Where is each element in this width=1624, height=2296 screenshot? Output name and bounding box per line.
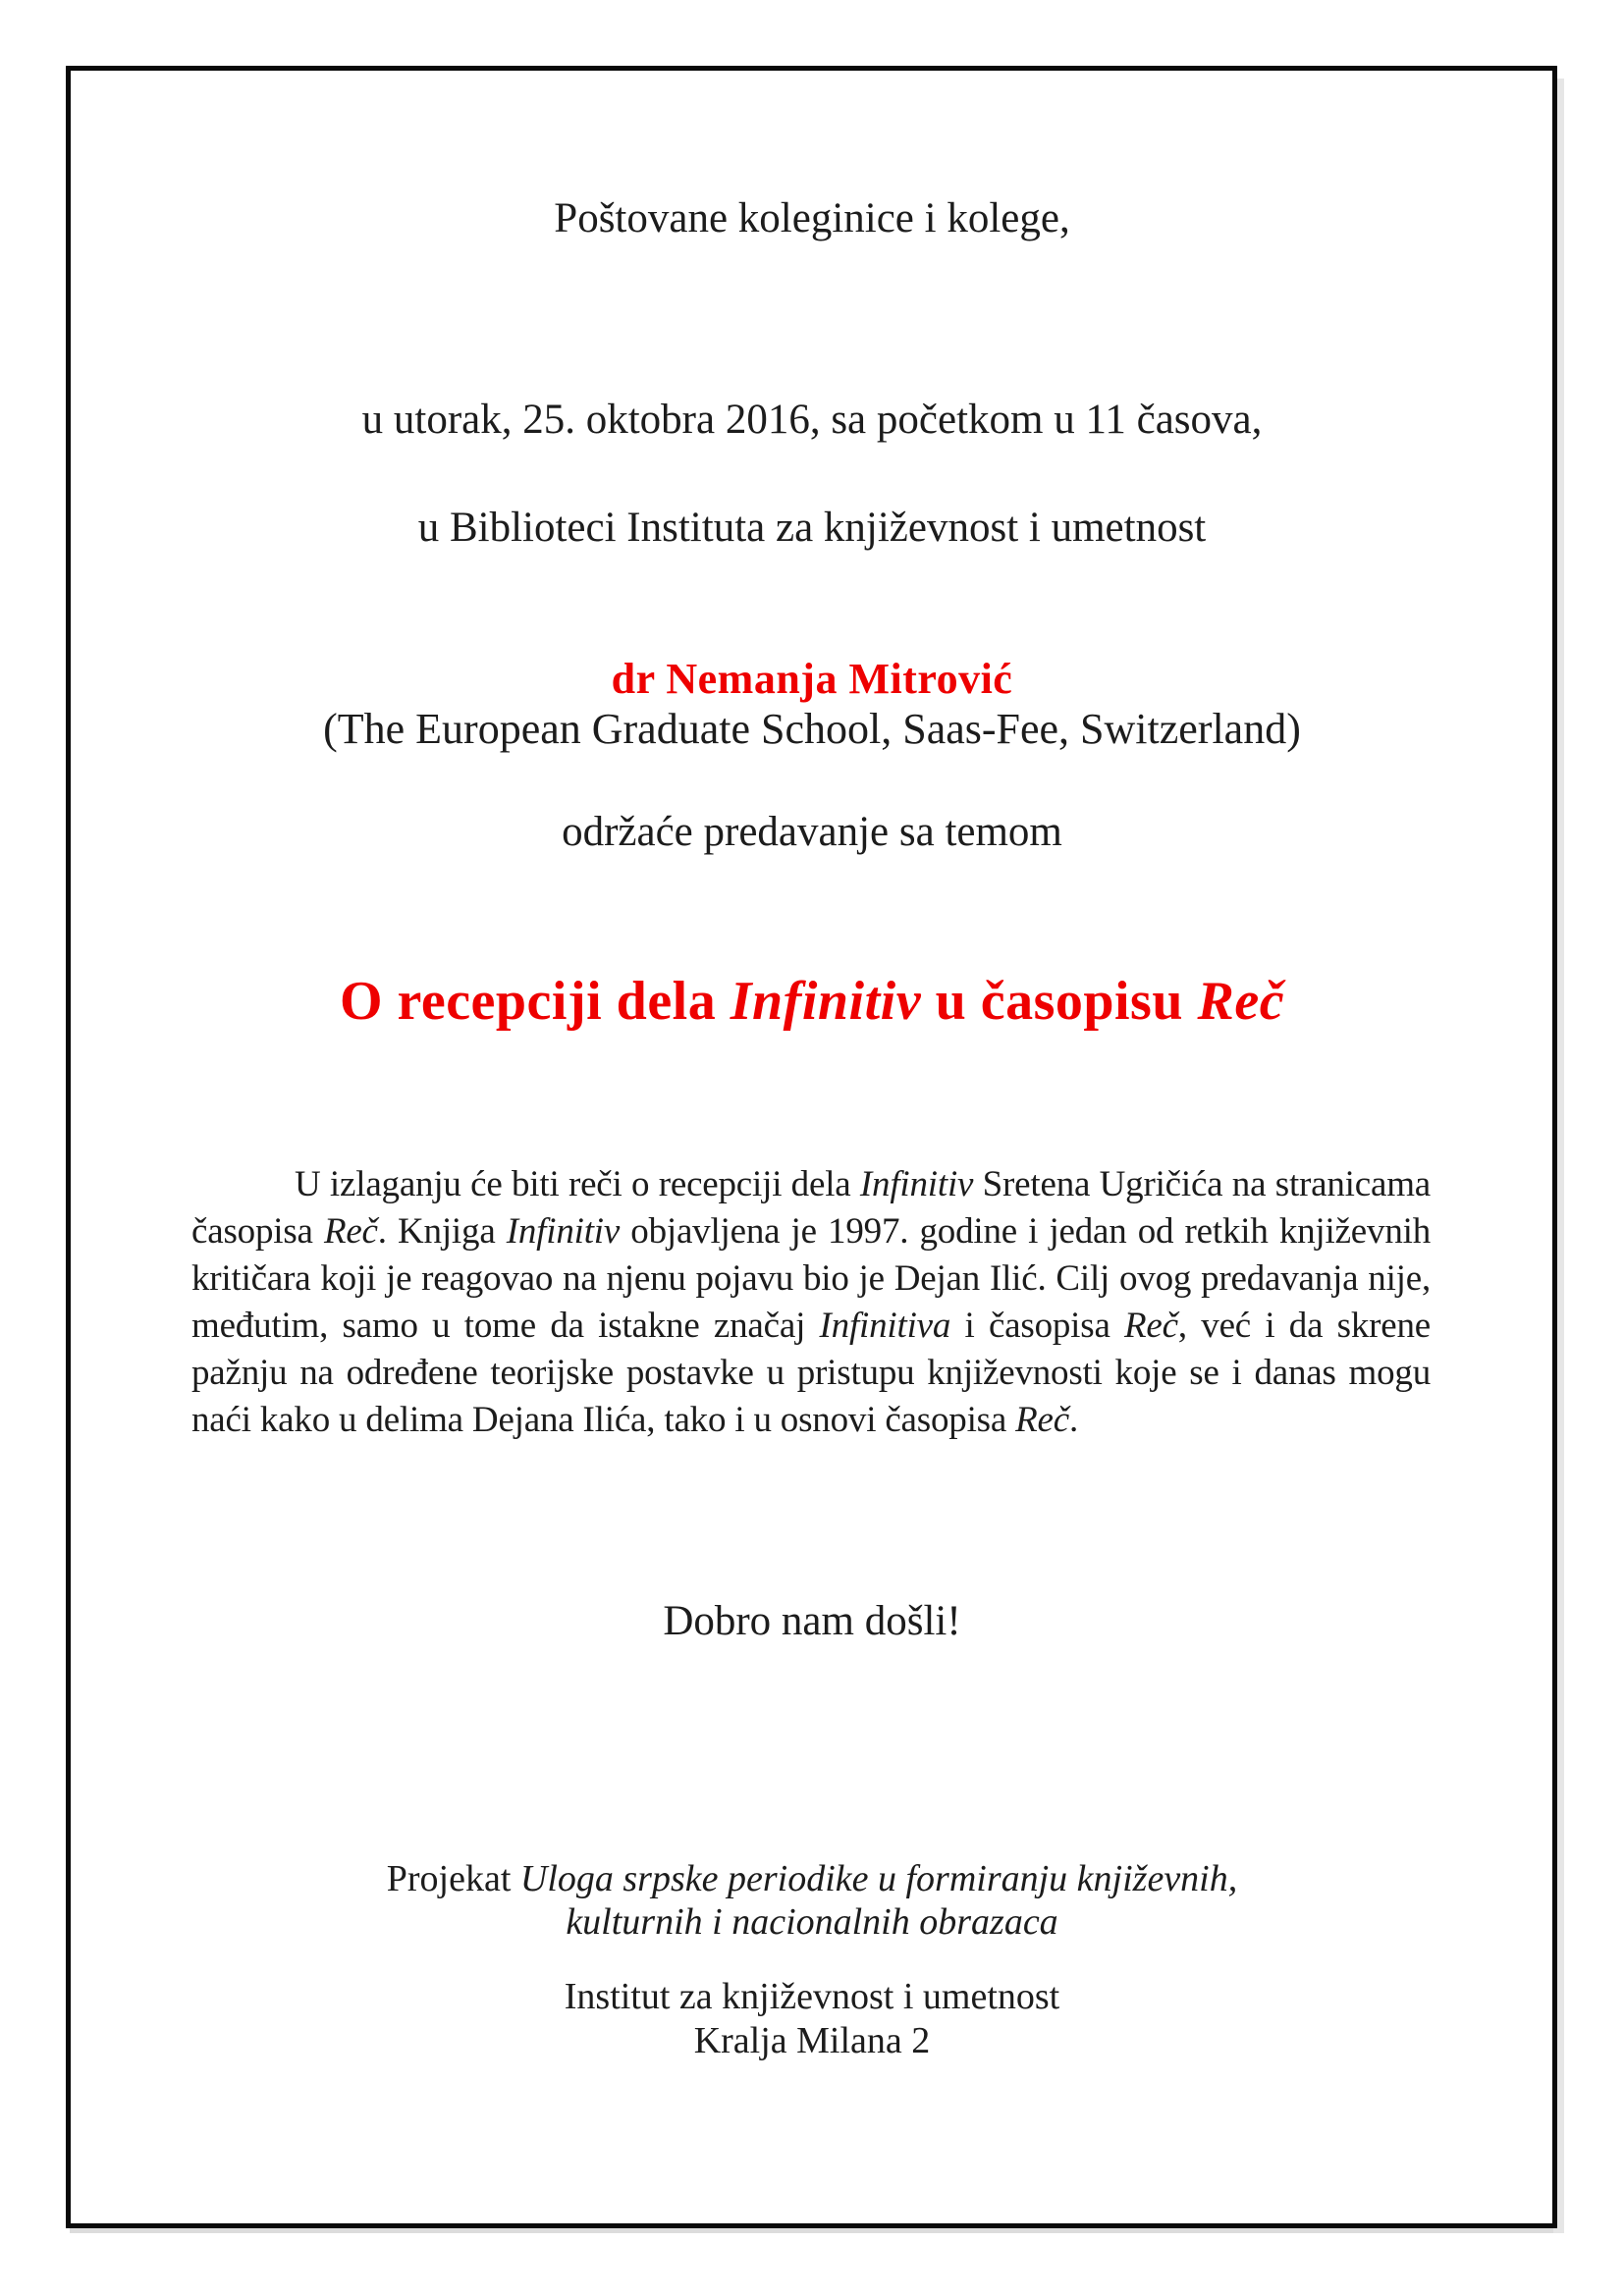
lead-in-line: održaće predavanje sa temom xyxy=(562,809,1062,855)
project-block xyxy=(88,1857,1536,1944)
institute-address: Kralja Milana 2 xyxy=(693,2020,931,2061)
speaker-affiliation: (The European Graduate School, Saas-Fee, Switzerland) xyxy=(323,705,1301,753)
datetime-line: u utorak, 25. oktobra 2016, sa početkom u 11 časova, xyxy=(361,397,1263,443)
location-line: u Biblioteci Instituta za književnost i umetnost xyxy=(417,505,1207,551)
institute-name: Institut za književnost i umetnost xyxy=(564,1976,1060,2017)
project-line-2: kulturnih i nacionalnih obrazaca xyxy=(566,1901,1058,1943)
lecture-title: O recepciji dela Infinitiv u časopisu Reč xyxy=(339,971,1285,1032)
project-line-1: Projekat Uloga srpske periodike u formiranju književnih, xyxy=(386,1858,1238,1899)
welcome-line: Dobro nam došli! xyxy=(663,1598,961,1644)
footer-block xyxy=(88,1975,1536,2063)
speaker-name: dr Nemanja Mitrović xyxy=(611,655,1013,703)
abstract-paragraph: U izlaganju će biti reči o recepciji dela Infinitiv Sretena Ugričića na stranicama časopisa Reč. Knjiga Infinitiv objavljena je 1997. godine i jedan od retkih književnih kritičara koji je reagovao na njenu pojavu bio je Dejan Ilić. Cilj ovog predavanja nije, međutim, samo u tome da istakne značaj Infinitiva i časopisa Reč, već i da skrene pažnju na određene teorijske postavke u pristupu književnosti koje se i danas mogu naći kako u delima Dejana Ilića, tako i u osnovi časopisa Reč. xyxy=(191,1164,1432,1440)
greeting-line: Poštovane koleginice i kolege, xyxy=(554,195,1070,241)
